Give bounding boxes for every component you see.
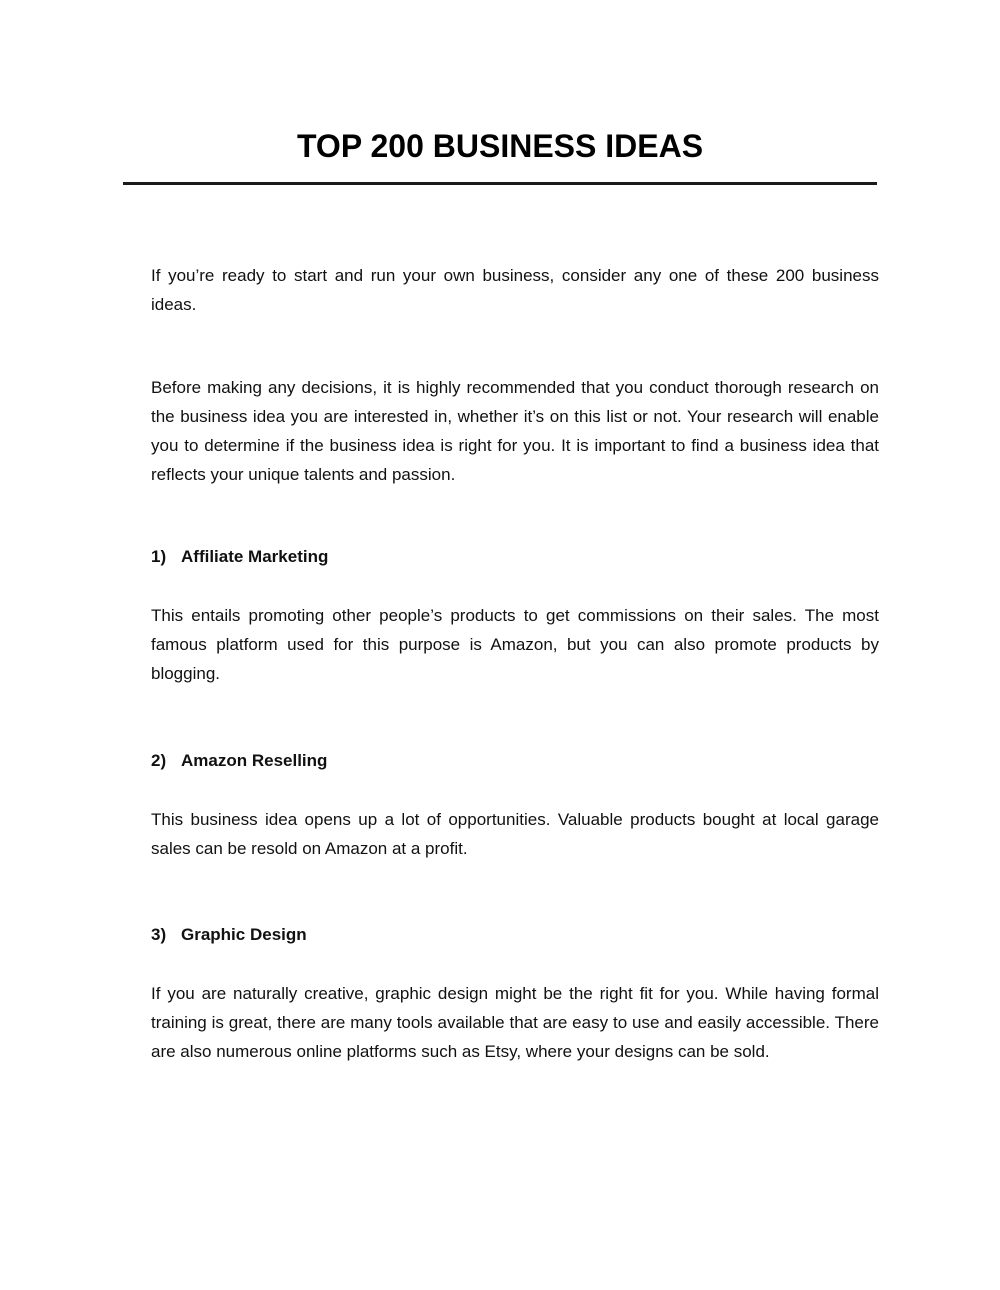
idea-heading-2 [151, 750, 327, 772]
idea-number: 3) [151, 925, 167, 944]
idea-number: 2) [151, 751, 167, 770]
title-underline-divider [123, 182, 877, 185]
idea-heading-3 [151, 924, 307, 946]
idea-title: Affiliate Marketing [181, 547, 329, 566]
idea-description-1: This entails promoting other people’s products to get commissions on their sales. The most famous platform used for this purpose is Amazon, but you can also promote products by blogging. [151, 606, 879, 683]
document-title: TOP 200 BUSINESS IDEAS [296, 128, 704, 164]
idea-description-2: This business idea opens up a lot of opportunities. Valuable products bought at local garage sales can be resold on Amazon at a profit. [151, 810, 879, 858]
idea-description-3: If you are naturally creative, graphic design might be the right fit for you. While having formal training is great, there are many tools available that are easy to use and easily accessible. There are also numerous online platforms such as Etsy, where your designs can be sold. [151, 984, 879, 1061]
idea-number: 1) [151, 547, 167, 566]
idea-title: Graphic Design [181, 925, 307, 944]
intro-paragraph-2: Before making any decisions, it is highly recommended that you conduct thorough research on the business idea you are interested in, whether it’s on this list or not. Your research will enable you to determine if the business idea is right for you. It is important to find a business idea that reflects your unique talents and passion. [151, 378, 879, 484]
intro-paragraph-1: If you’re ready to start and run your own business, consider any one of these 200 business ideas. [151, 266, 879, 314]
idea-title: Amazon Reselling [181, 751, 328, 770]
idea-heading-1 [151, 546, 328, 568]
